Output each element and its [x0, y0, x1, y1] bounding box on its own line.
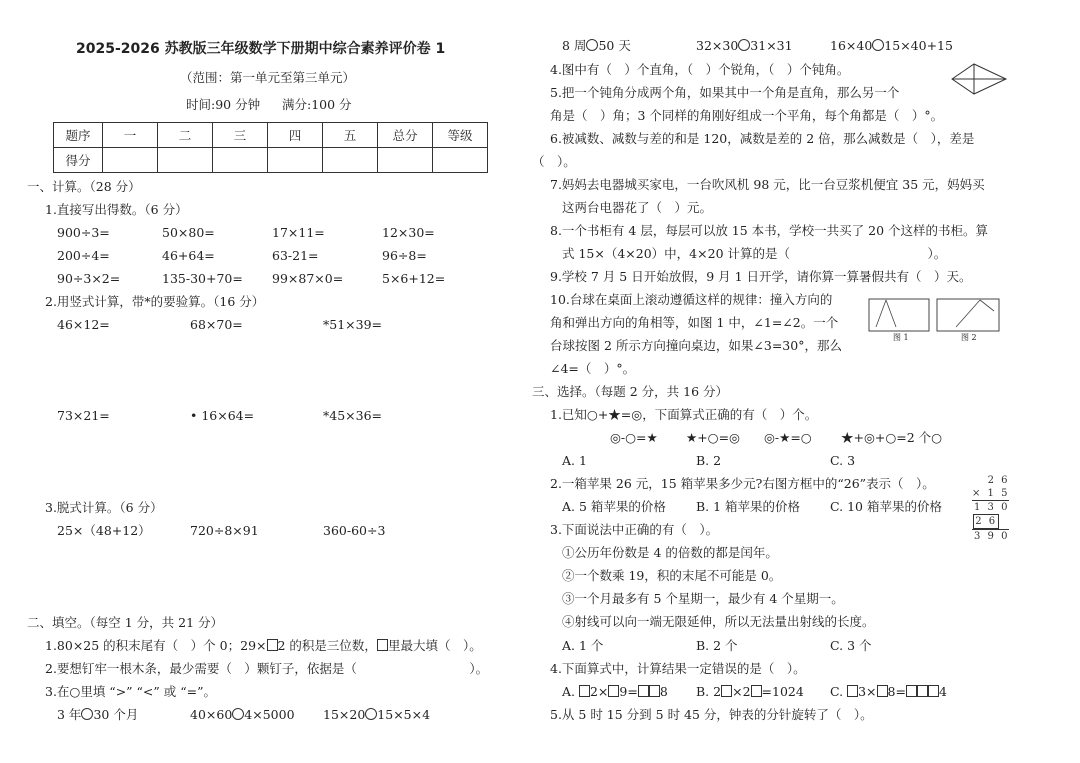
option-text: A. — [562, 684, 579, 699]
step-calc-item: 720÷8×91 — [190, 523, 259, 538]
blank-box — [877, 685, 888, 697]
compare-item — [323, 707, 430, 723]
compare-item — [190, 707, 295, 723]
symbol-equation: ◎-★=○ — [764, 430, 812, 445]
fill-question-7-cont: 这两台电器花了（ ）元。 — [562, 200, 713, 215]
option-text: ×2 — [732, 684, 751, 699]
table-edge — [937, 299, 999, 331]
ball-path-in — [876, 300, 886, 327]
choice-option[interactable]: B. 2 个 — [696, 638, 738, 653]
section-heading: 二、填空。（每空 1 分，共 21 分） — [27, 615, 224, 630]
compare-right: 30 个月 — [93, 707, 139, 722]
compare-circle — [81, 708, 93, 720]
vertical-calc-item: *51×39= — [323, 317, 383, 332]
symbol-equation: ◎-○=★ — [610, 430, 658, 445]
choice-option[interactable]: A. 1 — [562, 453, 587, 468]
question-text: 1.80×25 的积末尾有（ ）个 0；29× — [45, 638, 267, 653]
blank-box — [721, 685, 732, 697]
vertical-calc-item: 46×12= — [57, 317, 110, 332]
score-cell[interactable] — [378, 148, 433, 173]
statement-item: ③一个月最多有 5 个星期一，最少有 4 个星期一。 — [562, 591, 844, 606]
compare-left: 16×40 — [830, 38, 873, 53]
blank-box — [579, 685, 590, 697]
page-title: 2025-2026 苏教版三年级数学下册期中综合素养评价卷 1 — [76, 41, 446, 57]
billiard-figure-2 — [936, 297, 1000, 333]
fill-question-10-cont: ∠4=（ ）°。 — [550, 361, 636, 376]
score-table-header: 题序 — [54, 123, 103, 148]
blank-box — [751, 685, 762, 697]
ball-path-in — [956, 300, 980, 327]
fill-question-2: 2.要想钉牢一根木条，最少需要（ ）颗钉子，依据是（ ）。 — [45, 661, 489, 676]
fill-question-9: 9.学校 7 月 5 日开始放假，9 月 1 日开学，请你算一算暑假共有（ ）天。 — [550, 269, 972, 284]
choice-option[interactable]: A. 5 箱苹果的价格 — [562, 499, 666, 514]
blank-box — [267, 639, 278, 651]
score-table-header: 四 — [268, 123, 323, 148]
step-calc-item: 25×（48+12） — [57, 523, 151, 538]
option-text: 8= — [887, 684, 906, 699]
choice-option[interactable]: A. 1 个 — [562, 638, 604, 653]
question-text: 2 的积是三位数， — [277, 638, 377, 653]
blank-box — [608, 685, 619, 697]
question-title: 1.直接写出得数。（6 分） — [45, 202, 188, 217]
score-row-label: 得分 — [54, 148, 103, 173]
blank-box — [917, 685, 928, 697]
fill-question-5-cont: 角是（ ）角；3 个同样的角刚好组成一个平角，每个角都是（ ）°。 — [550, 108, 944, 123]
blank-box — [638, 685, 649, 697]
score-cell[interactable] — [268, 148, 323, 173]
oral-calc-item: 17×11= — [272, 225, 325, 240]
compare-left: 15×20 — [323, 707, 366, 722]
score-table-header: 等级 — [433, 123, 488, 148]
statement-item: ②一个数乘 19，积的末尾不可能是 0。 — [562, 568, 782, 583]
compare-item — [57, 707, 138, 723]
option-text: 3× — [858, 684, 877, 699]
compare-left: 32×30 — [696, 38, 739, 53]
fill-question-8-cont: 式 15×（4×20）中，4×20 计算的是（ ）。 — [562, 246, 947, 261]
compare-right: 15×5×4 — [377, 707, 431, 722]
option-text: 2× — [589, 684, 609, 699]
blank-box — [906, 685, 917, 697]
step-calc-item: 360-60÷3 — [323, 523, 386, 538]
vertical-calc-item: 68×70= — [190, 317, 243, 332]
vertical-calc-item: *45×36= — [323, 408, 383, 423]
score-table-header: 三 — [213, 123, 268, 148]
symbol-equation: ★+○=◎ — [686, 430, 740, 445]
blank-box — [377, 639, 388, 651]
oral-calc-item: 63-21= — [272, 248, 319, 263]
score-table-header: 二 — [158, 123, 213, 148]
oral-calc-item: 90÷3×2= — [57, 271, 121, 286]
choice-option[interactable] — [830, 684, 947, 700]
fill-question-3: 3.在○里填 “>” “<” 或 “=”。 — [45, 684, 216, 699]
oral-calc-item: 46+64= — [162, 248, 215, 263]
option-text: =1024 — [761, 684, 804, 699]
compare-circle — [872, 39, 884, 51]
compare-item — [696, 38, 793, 54]
choice-option[interactable] — [696, 684, 804, 700]
vertical-multiplication — [972, 474, 1009, 543]
statement-item: ④射线可以向一端无限延伸，所以无法量出射线的长度。 — [562, 614, 875, 629]
oral-calc-item: 50×80= — [162, 225, 215, 240]
vertical-calc-item: • 16×64= — [190, 408, 255, 423]
exam-full-score: 满分:100 分 — [282, 97, 352, 112]
blank-box — [847, 685, 858, 697]
fill-question-10-cont: 台球按图 2 所示方向撞向桌边，如果∠3=30°，那么 — [550, 338, 842, 353]
ball-path-out — [886, 300, 896, 327]
choice-option[interactable] — [562, 684, 668, 700]
option-text: 8 — [659, 684, 668, 699]
vm-multiplier: × 1 5 — [972, 488, 1010, 499]
billiard-figure-1 — [868, 297, 930, 333]
section-heading: 一、计算。（28 分） — [27, 179, 141, 194]
compare-right: 31×31 — [750, 38, 793, 53]
exam-scope: （范围：第一单元至第三单元） — [180, 70, 356, 85]
compare-right: 50 天 — [598, 38, 631, 53]
choice-option[interactable]: C. 3 个 — [830, 638, 872, 653]
score-cell[interactable] — [433, 148, 488, 173]
exam-time: 时间:90 分钟 — [186, 97, 261, 112]
fill-question-7: 7.妈妈去电器城买家电，一台吹风机 98 元，比一台豆浆机便宜 35 元，妈妈买 — [550, 177, 985, 192]
question-title: 3.脱式计算。（6 分） — [45, 500, 163, 515]
compare-circle — [232, 708, 244, 720]
score-cell[interactable] — [103, 148, 158, 173]
choice-option[interactable]: B. 1 箱苹果的价格 — [696, 499, 801, 514]
compare-circle — [365, 708, 377, 720]
compare-left: 8 周 — [562, 38, 587, 53]
oral-calc-item: 5×6+12= — [382, 271, 446, 286]
figure-caption: 图 2 — [961, 333, 977, 342]
option-text: B. 2 — [696, 684, 722, 699]
section-heading: 三、选择。（每题 2 分，共 16 分） — [532, 384, 729, 399]
score-table-header: 五 — [323, 123, 378, 148]
oral-calc-item: 200÷4= — [57, 248, 110, 263]
compare-right: 4×5000 — [244, 707, 295, 722]
fill-question-4: 4.图中有（ ）个直角，（ ）个锐角，（ ）个钝角。 — [550, 62, 850, 77]
compare-circle — [738, 39, 750, 51]
option-text: 4 — [938, 684, 947, 699]
fill-question-5: 5.把一个钝角分成两个角，如果其中一个角是直角，那么另一个 — [550, 85, 900, 100]
score-table-header: 一 — [103, 123, 158, 148]
score-cell[interactable] — [213, 148, 268, 173]
choice-question-2: 2.一箱苹果 26 元，15 箱苹果多少元?右图方框中的“26”表示（ ）。 — [550, 476, 935, 491]
fill-question-6-cont: （ ）。 — [532, 154, 576, 169]
figure-caption: 图 1 — [893, 333, 909, 342]
fill-question-10-cont: 角和弹出方向的角相等，如图 1 中，∠1=∠2。一个 — [550, 315, 839, 330]
oral-calc-item: 900÷3= — [57, 225, 110, 240]
question-title: 2.用竖式计算，带*的要验算。（16 分） — [45, 294, 265, 309]
option-text: C. — [830, 684, 848, 699]
table-edge — [869, 299, 929, 331]
compare-left: 40×60 — [190, 707, 233, 722]
score-cell[interactable] — [158, 148, 213, 173]
oral-calc-item: 135-30+70= — [162, 271, 243, 286]
oral-calc-item: 99×87×0= — [272, 271, 344, 286]
question-text: 里最大填（ ）。 — [387, 638, 482, 653]
vm-partial-2-boxed: 2 6 — [975, 516, 998, 527]
vertical-calc-item: 73×21= — [57, 408, 110, 423]
choice-question-5: 5.从 5 时 15 分到 5 时 45 分，钟表的分针旋转了（ ）。 — [550, 707, 873, 722]
choice-question-4: 4.下面算式中，计算结果一定错误的是（ ）。 — [550, 661, 806, 676]
compare-circle — [586, 39, 598, 51]
compare-item — [830, 38, 953, 54]
score-table — [53, 122, 488, 173]
choice-option[interactable]: B. 2 — [696, 453, 722, 468]
score-cell[interactable] — [323, 148, 378, 173]
symbol-equation: ★+◎+○=2 个○ — [841, 430, 943, 445]
oral-calc-item: 12×30= — [382, 225, 435, 240]
statement-item: ①公历年份数是 4 的倍数的都是闰年。 — [562, 545, 778, 560]
option-text: 9= — [619, 684, 638, 699]
vm-partial-1: 1 3 0 — [972, 500, 1009, 514]
kite-figure — [950, 62, 1008, 96]
vm-top: 2 6 — [987, 475, 1010, 486]
fill-question-8: 8.一个书柜有 4 层，每层可以放 15 本书，学校一共买了 20 个这样的书柜。算 — [550, 223, 989, 238]
ball-path-out — [980, 300, 994, 311]
oral-calc-item: 96÷8= — [382, 248, 427, 263]
compare-right: 15×40+15 — [884, 38, 953, 53]
choice-question-3: 3.下面说法中正确的有（ ）。 — [550, 522, 719, 537]
blank-box — [928, 685, 939, 697]
score-table-header: 总分 — [378, 123, 433, 148]
choice-question-1: 1.已知○+★=◎，下面算式正确的有（ ）个。 — [550, 407, 818, 422]
fill-question-6: 6.被减数、减数与差的和是 120，减数是差的 2 倍，那么减数是（ ），差是 — [550, 131, 975, 146]
compare-left: 3 年 — [57, 707, 82, 722]
fill-question-10: 10.台球在桌面上滚动遵循这样的规律：撞入方向的 — [550, 292, 833, 307]
choice-option[interactable]: C. 10 箱苹果的价格 — [830, 499, 942, 514]
vm-result: 3 9 0 — [972, 529, 1009, 543]
compare-item — [562, 38, 631, 54]
fill-question-1 — [45, 638, 482, 654]
choice-option[interactable]: C. 3 — [830, 453, 856, 468]
blank-box — [649, 685, 660, 697]
